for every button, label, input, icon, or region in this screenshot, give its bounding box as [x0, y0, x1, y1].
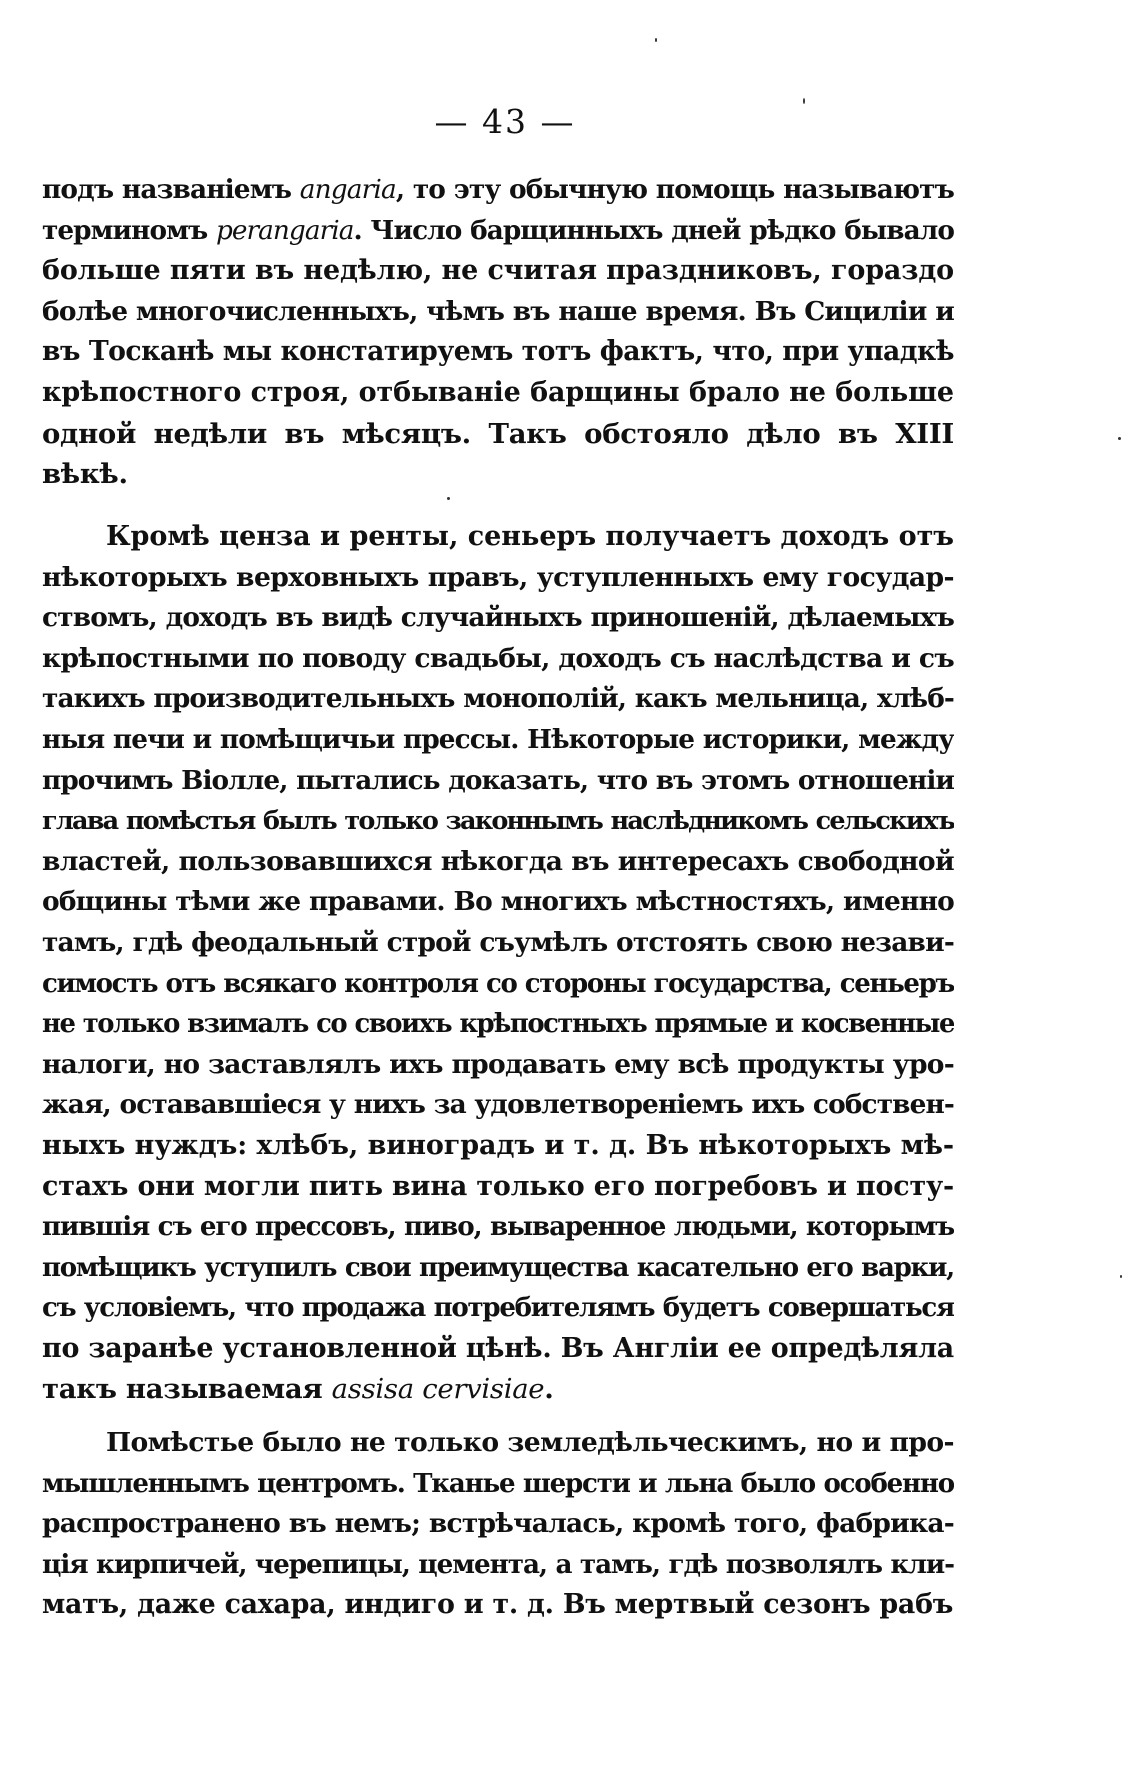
- text-run: общины тѣми же правами. Во многихъ мѣстностяхъ, именно: [42, 886, 954, 918]
- text-run: одной недѣли въ мѣсяцъ. Такъ обстояло дѣло въ XIII: [42, 417, 954, 450]
- paragraph-3: [42, 1423, 954, 1626]
- text-line: [42, 761, 954, 802]
- text-run: жая, остававшіеся у нихъ за удовлетвореніемъ ихъ собствен-: [42, 1089, 954, 1121]
- text-line: [42, 1369, 954, 1410]
- text-line: [42, 964, 954, 1005]
- text-run: больше пяти въ недѣлю, не считая праздниковъ, гораздо: [42, 255, 954, 287]
- text-line: [42, 373, 954, 414]
- text-line: [42, 1207, 954, 1248]
- text-run: ція кирпичей, черепицы, цемента, а тамъ, гдѣ позволялъ кли-: [42, 1548, 954, 1580]
- text-line: [42, 1288, 954, 1329]
- scan-speck: [1118, 437, 1121, 440]
- scan-speck: [447, 497, 450, 500]
- text-run: терминомъ: [42, 214, 216, 246]
- scan-speck: [655, 38, 657, 42]
- text-line: [42, 1085, 954, 1126]
- text-run: ныхъ нуждъ: хлѣбъ, виноградъ и т. д. Въ нѣкоторыхъ мѣ-: [42, 1129, 954, 1161]
- text-line: [42, 332, 954, 373]
- text-line: [42, 1126, 954, 1167]
- text-line: [42, 923, 954, 964]
- text-run: матъ, даже сахара, индиго и т. д. Въ мертвый сезонъ рабъ: [42, 1589, 954, 1621]
- text-run: помѣщикъ уступилъ свои преимущества касательно его варки,: [42, 1252, 954, 1283]
- text-line: [42, 1167, 954, 1208]
- text-line: [42, 414, 954, 455]
- text-run: нѣкоторыхъ верховныхъ правъ, уступленныхъ ему государ-: [42, 561, 954, 593]
- scan-speck: [803, 98, 805, 104]
- italic-term: perangaria: [215, 215, 354, 246]
- text-line: [42, 517, 954, 558]
- text-run: въ Тосканѣ мы констатируемъ тотъ фактъ, что, при упадкѣ: [42, 336, 954, 368]
- text-line: [42, 1504, 954, 1545]
- text-run: такихъ производительныхъ монополій, какъ мельница, хлѣб-: [42, 683, 954, 715]
- text-run: ствомъ, доходъ въ видѣ случайныхъ приношеній, дѣлаемыхъ: [42, 602, 954, 634]
- text-run: тамъ, гдѣ феодальный строй съумѣлъ отстоять свою незави-: [42, 926, 954, 958]
- text-run: съ условіемъ, что продажа потребителямъ будетъ совершаться: [42, 1293, 954, 1324]
- text-line: [42, 882, 954, 923]
- text-run: . Число барщинныхъ дней рѣдко бывало: [353, 214, 954, 246]
- text-line: [42, 170, 954, 211]
- text-line: [42, 454, 954, 495]
- text-line: [42, 1329, 954, 1370]
- text-run: Помѣстье было не только земледѣльческимъ, но и про-: [106, 1427, 954, 1458]
- paragraph-1: [42, 170, 954, 495]
- page-number: — 43 —: [434, 102, 576, 141]
- text-run: , то эту обычную помощь называютъ: [395, 174, 954, 205]
- text-line: [42, 720, 954, 761]
- text-run: прочимъ Віолле, пытались доказать, что въ этомъ отношеніи: [42, 764, 954, 796]
- text-line: [42, 801, 954, 842]
- text-run: налоги, но заставлялъ ихъ продавать ему всѣ продукты уро-: [42, 1048, 954, 1080]
- text-line: [42, 292, 954, 333]
- text-run: Кромѣ ценза и ренты, сеньеръ получаетъ доходъ отъ: [106, 521, 954, 552]
- text-line: [42, 639, 954, 680]
- text-line: [42, 679, 954, 720]
- text-run: пившія съ его прессовъ, пиво, вываренное людьми, которымъ: [42, 1211, 954, 1243]
- text-run: не только взималъ со своихъ крѣпостныхъ прямые и косвенные: [42, 1009, 954, 1040]
- text-line: [42, 1423, 954, 1464]
- text-line: [42, 251, 954, 292]
- text-run: подъ названіемъ: [42, 174, 300, 205]
- text-line: [42, 1585, 954, 1626]
- text-run: крѣпостными по поводу свадьбы, доходъ съ наслѣдства и съ: [42, 642, 954, 674]
- text-line: [42, 1464, 954, 1505]
- text-line: [42, 211, 954, 252]
- text-line: [42, 598, 954, 639]
- text-run: симость отъ всякаго контроля со стороны государства, сеньеръ: [42, 968, 954, 999]
- text-line: [42, 1004, 954, 1045]
- text-line: [42, 1545, 954, 1586]
- text-run: крѣпостного строя, отбываніе барщины брало не больше: [42, 376, 954, 408]
- text-run: ныя печи и помѣщичьи прессы. Нѣкоторые историки, между: [42, 723, 954, 755]
- text-run: вѣкѣ.: [42, 458, 128, 491]
- text-run: распространено въ немъ; встрѣчалась, кромѣ того, фабрика-: [42, 1508, 954, 1540]
- text-run: глава помѣстья былъ только законнымъ наслѣдникомъ сельскихъ: [42, 806, 954, 837]
- text-line: [42, 842, 954, 883]
- italic-term: angaria: [299, 175, 396, 205]
- text-run: стахъ они могли пить вина только его погребовъ и посту-: [42, 1170, 954, 1202]
- text-line: [42, 1045, 954, 1086]
- text-run: .: [544, 1373, 554, 1406]
- text-line: [42, 1248, 954, 1289]
- text-run: мышленнымъ центромъ. Тканье шерсти и льна было особенно: [42, 1468, 954, 1499]
- text-run: властей, пользовавшихся нѣкогда въ интересахъ свободной: [42, 845, 954, 877]
- text-run: болѣе многочисленныхъ, чѣмъ въ наше время. Въ Сициліи и: [42, 295, 954, 327]
- italic-term: assisa cervisiae: [331, 1373, 545, 1406]
- text-line: [42, 558, 954, 599]
- scan-speck: [1120, 1275, 1122, 1278]
- paragraph-2: [42, 517, 954, 1410]
- text-run: по заранѣе установленной цѣнѣ. Въ Англіи ее опредѣляла: [42, 1332, 954, 1364]
- text-run: такъ называемая: [42, 1373, 332, 1406]
